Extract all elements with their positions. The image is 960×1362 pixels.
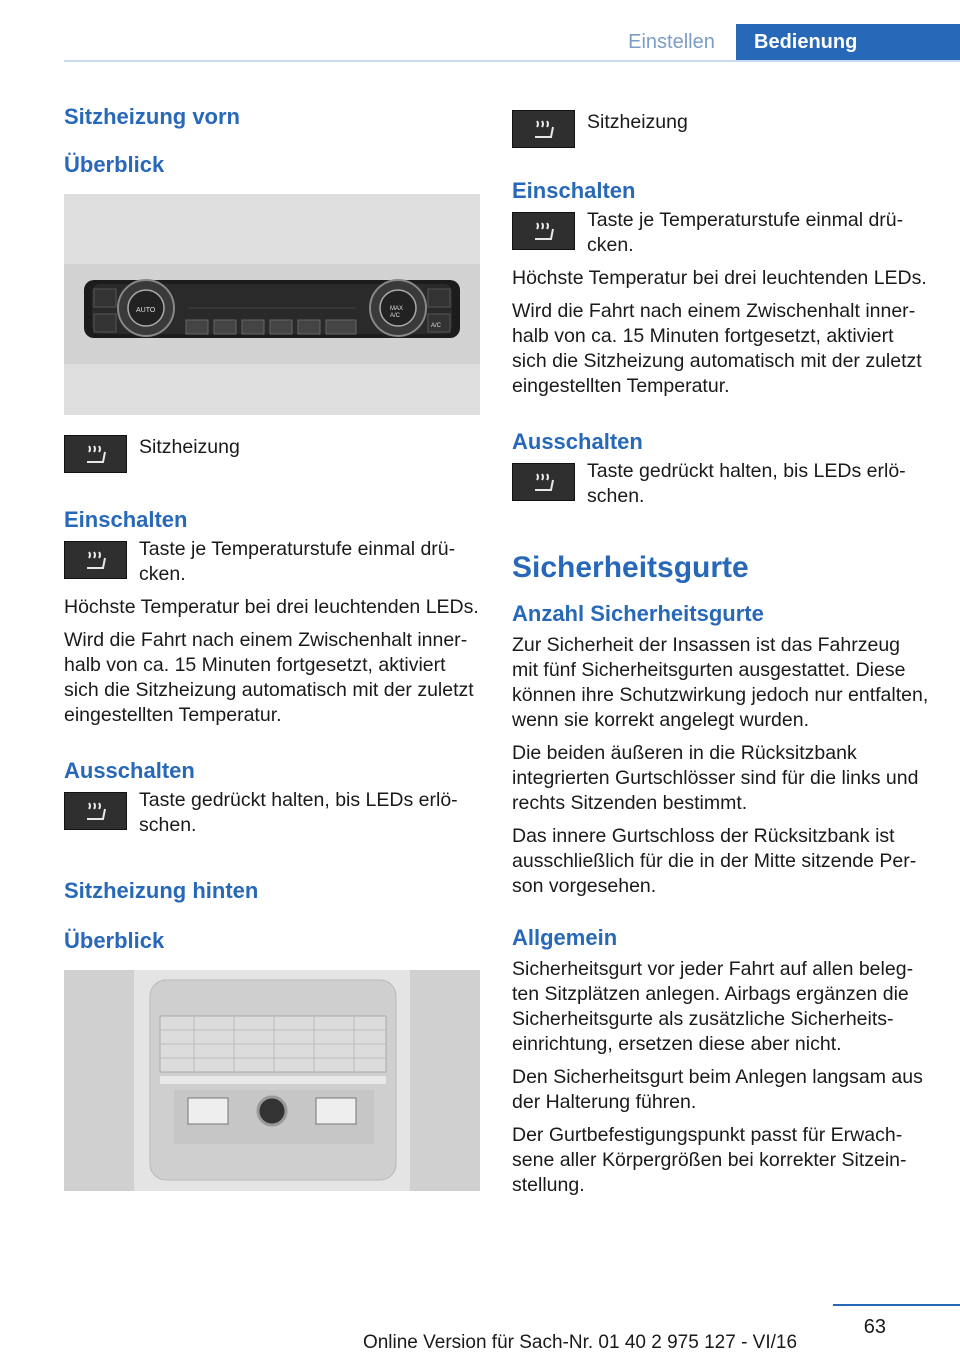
heading-switch-on-rear: Einschalten [512, 178, 636, 203]
heading-overview: Überblick [64, 152, 165, 177]
switch-on-text-rear: Taste je Temperaturstufe einmal drücken. [587, 209, 904, 256]
seat-heating-icon [512, 463, 575, 501]
heading-switch-off: Ausschalten [64, 758, 195, 783]
auto-activation-text: Wird die Fahrt nach einem Zwischenhalt innerhalb von ca. 15 Minuten fortgesetzt, aktiviert sich die Sitzheizung automatisch mit der zuletzt eingestellten Temperatur. [64, 629, 474, 726]
front-control-panel-photo [64, 194, 480, 415]
general-text-2: Den Sicherheitsgurt beim Anlegen langsam aus der Halterung führen. [512, 1066, 923, 1113]
online-version-note: Online Version für Sach-Nr. 01 40 2 975 127 - VI/16 [362, 1332, 798, 1353]
heading-general: Allgemein [512, 925, 618, 950]
heading-seat-heating-rear: Sitzheizung hinten [64, 878, 259, 903]
page-number: 63 [863, 1316, 886, 1338]
heading-switch-off-rear: Ausschalten [512, 429, 643, 454]
switch-on-key-row [64, 537, 482, 587]
belts-text-1: Zur Sicherheit der Insassen ist das Fahrzeug mit fünf Sicherheitsgurten ausgestattet. Diese können ihre Schutzwirkung jedoch nur entfalten, wenn sie korrekt angelegt wurden. [512, 634, 929, 731]
switch-off-text: Taste gedrückt halten, bis LEDs erlöschen. [139, 789, 458, 836]
header-chapter-tab: Bedienung [736, 24, 960, 61]
heading-seat-belts: Sicherheitsgurte [512, 551, 749, 584]
auto-activation-text-rear: Wird die Fahrt nach einem Zwischenhalt innerhalb von ca. 15 Minuten fortgesetzt, aktiviert sich die Sitzheizung automatisch mit der zuletzt eingestellten Temperatur. [512, 300, 922, 397]
seat-heating-key-row-rear [512, 110, 930, 148]
general-text-1: Sicherheitsgurt vor jeder Fahrt auf allen belegten Sitzplätzen anlegen. Airbags ergänzen die Sicherheitsgurte als zusätzliche Sicherheitseinrichtung, ersetzen diese aber nicht. [512, 958, 914, 1055]
seat-heating-icon [64, 792, 127, 830]
rear-seat-heating-photo [64, 970, 480, 1191]
max-ac-label: A/C [390, 313, 401, 319]
header-rule [64, 60, 960, 62]
seat-heating-icon [64, 541, 127, 579]
footer-rule [833, 1304, 960, 1306]
seat-heating-label-rear: Sitzheizung [587, 111, 688, 133]
switch-off-key-row-rear [512, 459, 930, 509]
heading-overview-rear: Überblick [64, 928, 165, 953]
switch-on-text: Taste je Temperaturstufe einmal drücken. [139, 538, 456, 585]
belts-text-3: Das innere Gurtschloss der Rücksitzbank ist ausschließlich für die in der Mitte sitzende Person vorgesehen. [512, 825, 917, 897]
belts-text-2: Die beiden äußeren in die Rücksitzbank integrierten Gurtschlösser sind für die links und rechts Sitzenden bestimmt. [512, 742, 919, 814]
max-temp-text-rear: Höchste Temperatur bei drei leuchtenden LEDs. [512, 267, 927, 289]
switch-on-key-row-rear [512, 208, 930, 258]
seat-heating-icon [512, 110, 575, 148]
seat-heating-icon [512, 212, 575, 250]
seat-heating-icon [64, 435, 127, 473]
auto-label: AUTO [136, 307, 156, 314]
heading-number-of-belts: Anzahl Sicherheitsgurte [512, 601, 764, 626]
max-temp-text: Höchste Temperatur bei drei leuchtenden LEDs. [64, 596, 479, 618]
switch-off-text-rear: Taste gedrückt halten, bis LEDs erlöschen. [587, 460, 906, 507]
seat-heating-label: Sitzheizung [139, 436, 240, 458]
right-column [512, 98, 930, 1198]
heading-seat-heating-front: Sitzheizung vorn [64, 104, 240, 129]
heading-switch-on: Einschalten [64, 507, 188, 532]
max-label: MAX [390, 306, 404, 312]
header-section-tab: Einstellen [628, 31, 715, 53]
left-column [64, 98, 482, 1191]
general-text-3: Der Gurtbefestigungspunkt passt für Erwachsene aller Körpergrößen bei korrekter Sitzeinstellung. [512, 1124, 907, 1196]
ac-label: A/C [431, 323, 442, 329]
seat-heating-key-row [64, 435, 482, 473]
switch-off-key-row [64, 788, 482, 838]
